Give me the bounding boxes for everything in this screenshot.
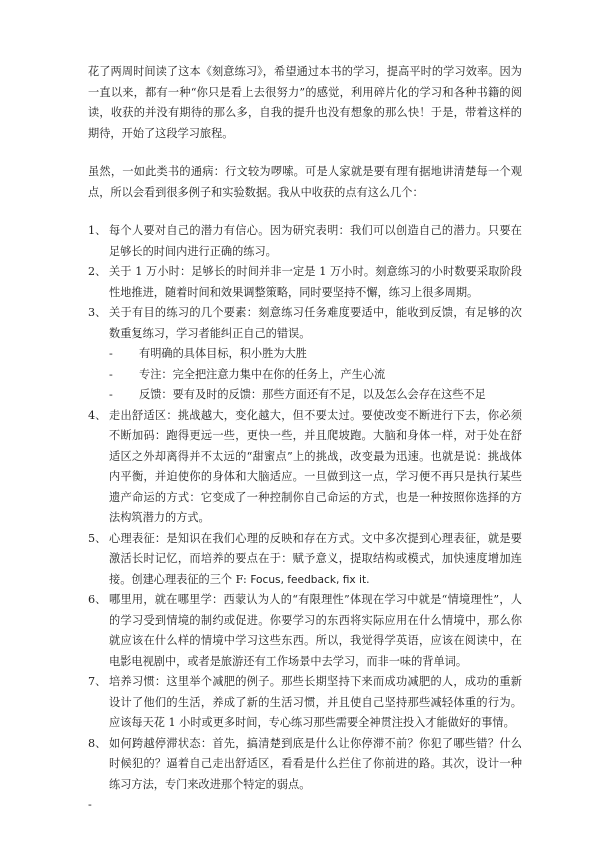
list-item-8: [88, 734, 522, 796]
item-number: 4、: [88, 408, 107, 422]
list-item-5: [88, 529, 522, 591]
sub-item-text: 有明确的具体目标，积小胜为大胜: [139, 347, 307, 360]
item-text: 关于 1 万小时：足够长的时间并非一定是 1 万小时。刻意练习的小时数要采取阶段性地推进，随着时间和效果调整策略，同时要坚持不懈，练习上很多周期。: [109, 265, 522, 299]
list-item-2: [88, 262, 522, 303]
trailing-dash: -: [88, 798, 92, 811]
sub-item-focus: [109, 365, 522, 386]
item-text: 每个人要对自己的潜力有信心。因为研究表明：我们可以创造自己的潜力。只要在足够长的时间内进行正确的练习。: [109, 224, 522, 258]
item-text: 关于有目的练习的几个要素：刻意练习任务难度要适中，能收到反馈，有足够的次数重复练习，学习者能纠正自己的错误。: [109, 306, 522, 340]
item-number: 5、: [88, 531, 107, 545]
list-item-3: [88, 303, 522, 406]
intro-paragraph-2: 虽然，一如此类书的通病：行文较为啰嗦。可是人家就是要有理有据地讲清楚每一个观点，所以会看到很多例子和实验数据。我从中收获的点有这么几个：: [88, 165, 522, 199]
intro-paragraph-1: 花了两周时间读了这本《刻意练习》，希望通过本书的学习，提高平时的学习效率。因为一直以来，都有一种“你只是看上去很努力”的感觉，利用碎片化的学习和各种书籍的阅读，收获的并没有期待的那么多，自我的提升也没有想象的那么快！于是，带着这样的期待，开始了这段学习旅程。: [88, 65, 522, 140]
item-number: 8、: [88, 736, 107, 750]
sub-item-text: 专注：完全把注意力集中在你的任务上，产生心流: [139, 367, 386, 381]
sub-item-feedback: [109, 385, 522, 406]
item-text: 培养习惯：这里举个减肥的例子。那些长期坚持下来而成功减肥的人，成功的重新设计了他们的生活，养成了新的生活习惯，并且使自己坚持那些减轻体重的行为。应该每天花 1 小时或更多时间，专心练习那些需要全神贯注投入才能做好的事情。: [109, 675, 522, 729]
list-item-7: [88, 672, 522, 734]
dash-bullet: -: [109, 367, 113, 381]
list-item-4: [88, 406, 522, 529]
takeaways-list: [88, 221, 522, 795]
dash-bullet: -: [109, 388, 113, 401]
item-text: 哪里用，就在哪里学：西蒙认为人的“有限理性”体现在学习中就是“情境理性”，人的学习受到情境的制约或促进。你要学习的东西将实际应用在什么情境中，那么你就应该在什么样的情境中学习这些东西。所以，我觉得学英语，应该在阅读中，在电影电视剧中，或者是旅游还有工作场景中去学习，而非一味的背单词。: [109, 593, 522, 668]
list-item-6: [88, 590, 522, 672]
item-number: 2、: [88, 265, 107, 278]
item-text: 心理表征：是知识在我们心理的反映和存在方式。文中多次提到心理表征，就是要激活长时记忆，而培养的要点在于：赋予意义，提取结构或模式，加快速度增加连接。创建心理表征的三个 F:: [109, 531, 522, 586]
list-item-1: [88, 221, 522, 262]
sub-item-goal: [109, 344, 522, 365]
item-number: 1、: [88, 224, 107, 237]
item-text: 如何跨越停滞状态：首先，搞清楚到底是什么让你停滞不前？你犯了哪些错？什么时候犯的？逼着自己走出舒适区，看看是什么拦住了你前进的路。其次，设计一种练习方法，专门来改进那个特定的弱点。: [109, 736, 522, 791]
item-number: 7、: [88, 675, 107, 688]
sub-item-text: 反馈：要有及时的反馈：那些方面还有不足，以及怎么会存在这些不足: [139, 388, 486, 401]
dash-bullet: -: [109, 347, 113, 360]
item-text: 走出舒适区：挑战越大，变化越大，但不要太过。要使改变不断进行下去，你必须不断加码：跑得更远一些，更快一些，并且爬坡跑。大脑和身体一样，对于处在舒适区之外却离得并不太远的“甜蜜点”上的挑战，改变最为迅速。也就是说：挑战体内平衡，并迫使你的身体和大脑适应。一旦做到这一点，学习便不再只是执行某些遗产命运的方式：它变成了一种控制你自己命运的方式，也是一种按照你选择的方法构筑潜力的方式。: [109, 408, 522, 524]
item-latin-text: Focus, feedback, fix it.: [250, 573, 370, 586]
item-number: 3、: [88, 306, 107, 319]
sub-list: [109, 344, 522, 406]
item-number: 6、: [88, 593, 107, 606]
